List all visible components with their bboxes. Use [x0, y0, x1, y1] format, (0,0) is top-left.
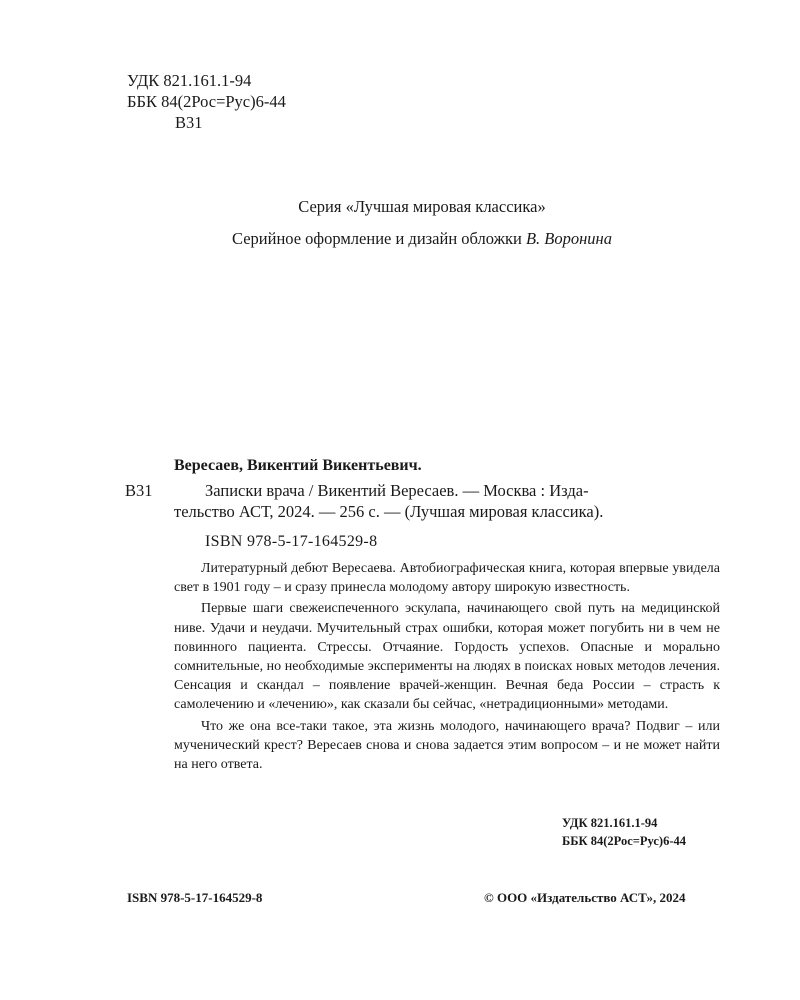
bottom-bbk-code: ББК 84(2Рос=Рус)6-44 — [562, 834, 686, 848]
annotation-paragraph: Первые шаги свежеиспеченного эскулапа, начинающего свой путь на медицинской ниве. Удачи и неудачи. Мучительный страх ошибки, которая может погубить ни в чем не повинного пациента. Стрессы. Отчаяние. Гордость успехов. Опасные и морально сомнительные, но необходимые эксперименты на людях в поисках новых методов лечения. Сенсация и скандал – появление врачей-женщин. Вечная беда России – страсть к самолечению и «лечению», как сказали бы сейчас, «нетрадиционными» методами. — [174, 601, 720, 713]
series-design-credit — [0, 229, 800, 249]
top-author-mark: В31 — [175, 113, 203, 132]
catalog-title-line-2: тельство АСТ, 2024. — 256 с. — (Лучшая мировая классика). — [174, 502, 604, 521]
designer-name: В. Воронина — [525, 229, 612, 248]
annotation — [174, 559, 720, 774]
catalog-author: Вересаев, Викентий Викентьевич. — [174, 457, 422, 474]
series-title: Серия «Лучшая мировая классика» — [298, 197, 546, 216]
footer-copyright: © ООО «Издательство АСТ», 2024 — [484, 890, 686, 905]
footer-isbn: ISBN 978-5-17-164529-8 — [127, 890, 263, 905]
catalog-isbn: ISBN 978-5-17-164529-8 — [205, 533, 378, 550]
catalog-title-line-1: Записки врача / Викентий Вересаев. — Москва : Изда- — [205, 481, 589, 500]
annotation-paragraph: Литературный дебют Вересаева. Автобиографическая книга, которая впервые увидела свет в 1901 году – и сразу принесла молодому автору широкую известность. — [174, 561, 720, 596]
top-udk-code: УДК 821.161.1-94 — [127, 71, 252, 90]
annotation-paragraph: Что же она все-таки такое, эта жизнь молодого, начинающего врача? Подвиг – или мученический крест? Вересаев снова и снова задается этим вопросом – и не может найти на него ответа. — [174, 718, 720, 773]
design-credit-prefix: Серийное оформление и дизайн обложки — [232, 229, 526, 248]
bottom-udk-code: УДК 821.161.1-94 — [562, 816, 658, 830]
top-bbk-code: ББК 84(2Рос=Рус)6-44 — [127, 92, 286, 111]
catalog-author-mark: В31 — [125, 481, 153, 500]
